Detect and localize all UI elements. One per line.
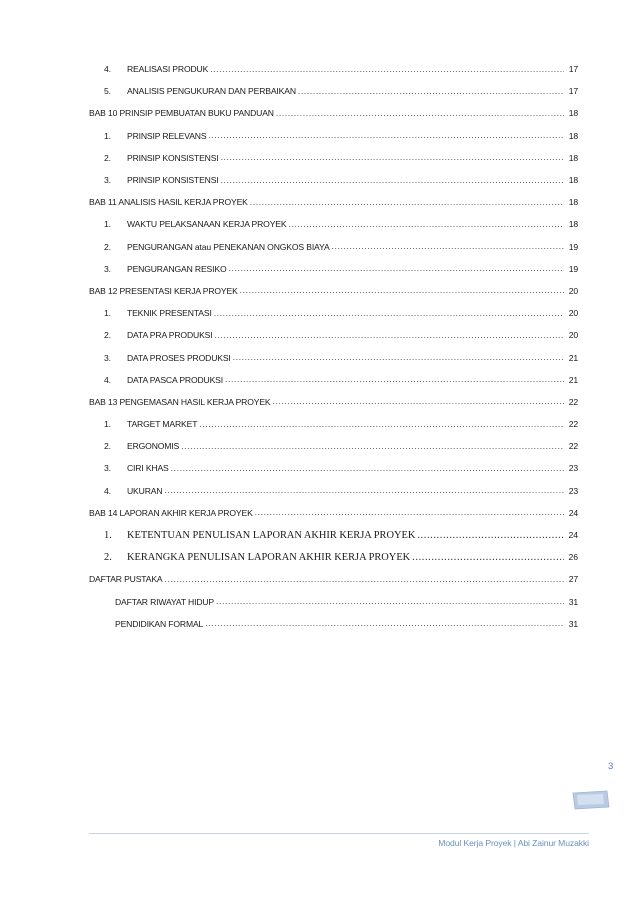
dot-leader — [210, 64, 564, 75]
toc-entry-number: 2. — [104, 241, 111, 252]
dot-leader — [229, 263, 565, 274]
toc-entry-page: 20 — [568, 285, 578, 296]
toc-entry-number: 1. — [104, 529, 112, 541]
toc-entry-number: 2. — [104, 551, 112, 563]
table-of-contents — [89, 58, 578, 635]
toc-entry-number: 4. — [104, 374, 111, 385]
toc-entry-number: 3. — [104, 263, 111, 274]
toc-entry-page: 20 — [568, 308, 578, 319]
dot-leader — [225, 374, 564, 385]
toc-entry-number: 3. — [104, 175, 111, 186]
toc-entry[interactable] — [89, 102, 578, 124]
toc-entry-page: 18 — [568, 152, 578, 163]
dot-leader — [332, 241, 564, 252]
toc-entry-label: TEKNIK PRESENTASI — [127, 308, 212, 319]
toc-entry-number: 1. — [104, 219, 111, 230]
toc-entry-page: 19 — [568, 263, 578, 274]
toc-entry-label: WAKTU PELAKSANAAN KERJA PROYEK — [127, 219, 287, 230]
toc-entry-label: BAB 12 PRESENTASI KERJA PROYEK — [89, 285, 238, 296]
toc-entry-number: 2. — [104, 330, 111, 341]
toc-entry-label: BAB 11 ANALISIS HASIL KERJA PROYEK — [89, 197, 248, 208]
toc-entry-number: 5. — [104, 86, 111, 97]
toc-entry-page: 19 — [568, 241, 578, 252]
toc-entry-page: 21 — [568, 352, 578, 363]
toc-entry[interactable] — [89, 591, 578, 613]
dot-leader — [164, 485, 564, 496]
dot-leader — [199, 419, 564, 430]
toc-entry[interactable] — [89, 613, 578, 635]
dot-leader — [171, 463, 564, 474]
toc-entry-label: REALISASI PRODUK — [127, 64, 209, 75]
toc-entry-number: 2. — [104, 441, 111, 452]
toc-entry-page: 17 — [568, 86, 578, 97]
toc-entry-label: KERANGKA PENULISAN LAPORAN AKHIR KERJA PROYEK — [127, 551, 411, 563]
toc-entry-page: 24 — [568, 530, 578, 541]
toc-entry-page: 17 — [568, 64, 578, 75]
toc-entry[interactable] — [89, 546, 578, 568]
toc-entry[interactable] — [89, 435, 578, 457]
dot-leader — [273, 396, 564, 407]
dot-leader — [250, 197, 564, 208]
toc-entry[interactable] — [89, 413, 578, 435]
dot-leader — [208, 130, 564, 141]
toc-entry[interactable] — [89, 236, 578, 258]
toc-entry[interactable] — [89, 346, 578, 368]
toc-entry-page: 31 — [568, 618, 578, 629]
toc-entry-page: 23 — [568, 485, 578, 496]
toc-entry-page: 18 — [568, 130, 578, 141]
toc-entry-page: 18 — [568, 175, 578, 186]
toc-entry-label: PENGURANGAN RESIKO — [127, 263, 227, 274]
toc-entry-label: ERGONOMIS — [127, 441, 180, 452]
toc-entry[interactable] — [89, 480, 578, 502]
toc-entry-label: DAFTAR RIWAYAT HIDUP — [115, 596, 215, 607]
toc-entry-page: 18 — [568, 219, 578, 230]
toc-entry[interactable] — [89, 191, 578, 213]
toc-entry-label: PRINSIP RELEVANS — [127, 130, 207, 141]
toc-entry-page: 18 — [568, 197, 578, 208]
dot-leader — [214, 330, 564, 341]
toc-entry-label: BAB 14 LAPORAN AKHIR KERJA PROYEK — [89, 507, 253, 518]
page-tab-decoration — [571, 789, 611, 811]
toc-entry[interactable] — [89, 502, 578, 524]
toc-entry-page: 21 — [568, 374, 578, 385]
toc-entry-number: 2. — [104, 152, 111, 163]
toc-entry-label: PRINSIP KONSISTENSI — [127, 175, 219, 186]
dot-leader — [298, 86, 564, 97]
toc-entry[interactable] — [89, 302, 578, 324]
toc-entry[interactable] — [89, 147, 578, 169]
toc-entry[interactable] — [89, 213, 578, 235]
dot-leader — [216, 596, 564, 607]
toc-entry-page: 31 — [568, 596, 578, 607]
toc-entry[interactable] — [89, 457, 578, 479]
toc-entry[interactable] — [89, 80, 578, 102]
dot-leader — [205, 618, 564, 629]
dot-leader — [288, 219, 564, 230]
toc-entry[interactable] — [89, 125, 578, 147]
toc-entry-page: 26 — [568, 552, 578, 563]
toc-entry-page: 22 — [568, 441, 578, 452]
dot-leader — [276, 108, 564, 119]
toc-entry[interactable] — [89, 524, 578, 546]
dot-leader — [221, 152, 564, 163]
dot-leader — [233, 352, 564, 363]
toc-entry[interactable] — [89, 369, 578, 391]
toc-entry-page: 18 — [568, 108, 578, 119]
toc-entry-number: 1. — [104, 308, 111, 319]
toc-entry-label: BAB 13 PENGEMASAN HASIL KERJA PROYEK — [89, 396, 271, 407]
toc-entry[interactable] — [89, 391, 578, 413]
toc-entry-page: 24 — [568, 507, 578, 518]
toc-entry-label: DAFTAR PUSTAKA — [89, 574, 163, 585]
toc-entry-page: 22 — [568, 396, 578, 407]
toc-entry-label: UKURAN — [127, 485, 163, 496]
toc-entry-number: 3. — [104, 463, 111, 474]
toc-entry[interactable] — [89, 58, 578, 80]
page-number: 3 — [608, 761, 614, 772]
toc-entry-label: DATA PASCA PRODUKSI — [127, 374, 224, 385]
toc-entry-page: 20 — [568, 330, 578, 341]
toc-entry[interactable] — [89, 568, 578, 590]
toc-entry[interactable] — [89, 258, 578, 280]
dot-leader — [181, 441, 564, 452]
toc-entry-label: CIRI KHAS — [127, 463, 169, 474]
toc-entry[interactable] — [89, 324, 578, 346]
toc-entry[interactable] — [89, 280, 578, 302]
toc-entry-number: 1. — [104, 419, 111, 430]
toc-entry-label: PRINSIP KONSISTENSI — [127, 152, 219, 163]
dot-leader — [417, 530, 564, 541]
toc-entry-label: DATA PROSES PRODUKSI — [127, 352, 231, 363]
footer-text: Modul Kerja Proyek | Abi Zainur Muzakki — [438, 838, 589, 848]
dot-leader — [255, 507, 564, 518]
toc-entry-page: 22 — [568, 419, 578, 430]
dot-leader — [240, 285, 564, 296]
toc-entry-page: 27 — [568, 574, 578, 585]
dot-leader — [412, 552, 564, 563]
dot-leader — [214, 308, 564, 319]
toc-entry-label: ANALISIS PENGUKURAN DAN PERBAIKAN — [127, 86, 296, 97]
toc-entry-label: DATA PRA PRODUKSI — [127, 330, 213, 341]
toc-entry-label: PENGURANGAN atau PENEKANAN ONGKOS BIAYA — [127, 241, 330, 252]
dot-leader — [221, 175, 564, 186]
toc-entry-label: TARGET MARKET — [127, 419, 198, 430]
toc-entry-label: BAB 10 PRINSIP PEMBUATAN BUKU PANDUAN — [89, 108, 274, 119]
toc-entry-number: 4. — [104, 485, 111, 496]
toc-entry-label: PENDIDIKAN FORMAL — [115, 618, 204, 629]
toc-entry-number: 4. — [104, 64, 111, 75]
toc-entry-page: 23 — [568, 463, 578, 474]
footer-divider — [89, 833, 589, 834]
toc-entry[interactable] — [89, 169, 578, 191]
toc-entry-label: KETENTUAN PENULISAN LAPORAN AKHIR KERJA PROYEK — [127, 529, 416, 541]
dot-leader — [165, 574, 564, 585]
toc-entry-number: 1. — [104, 130, 111, 141]
toc-entry-number: 3. — [104, 352, 111, 363]
